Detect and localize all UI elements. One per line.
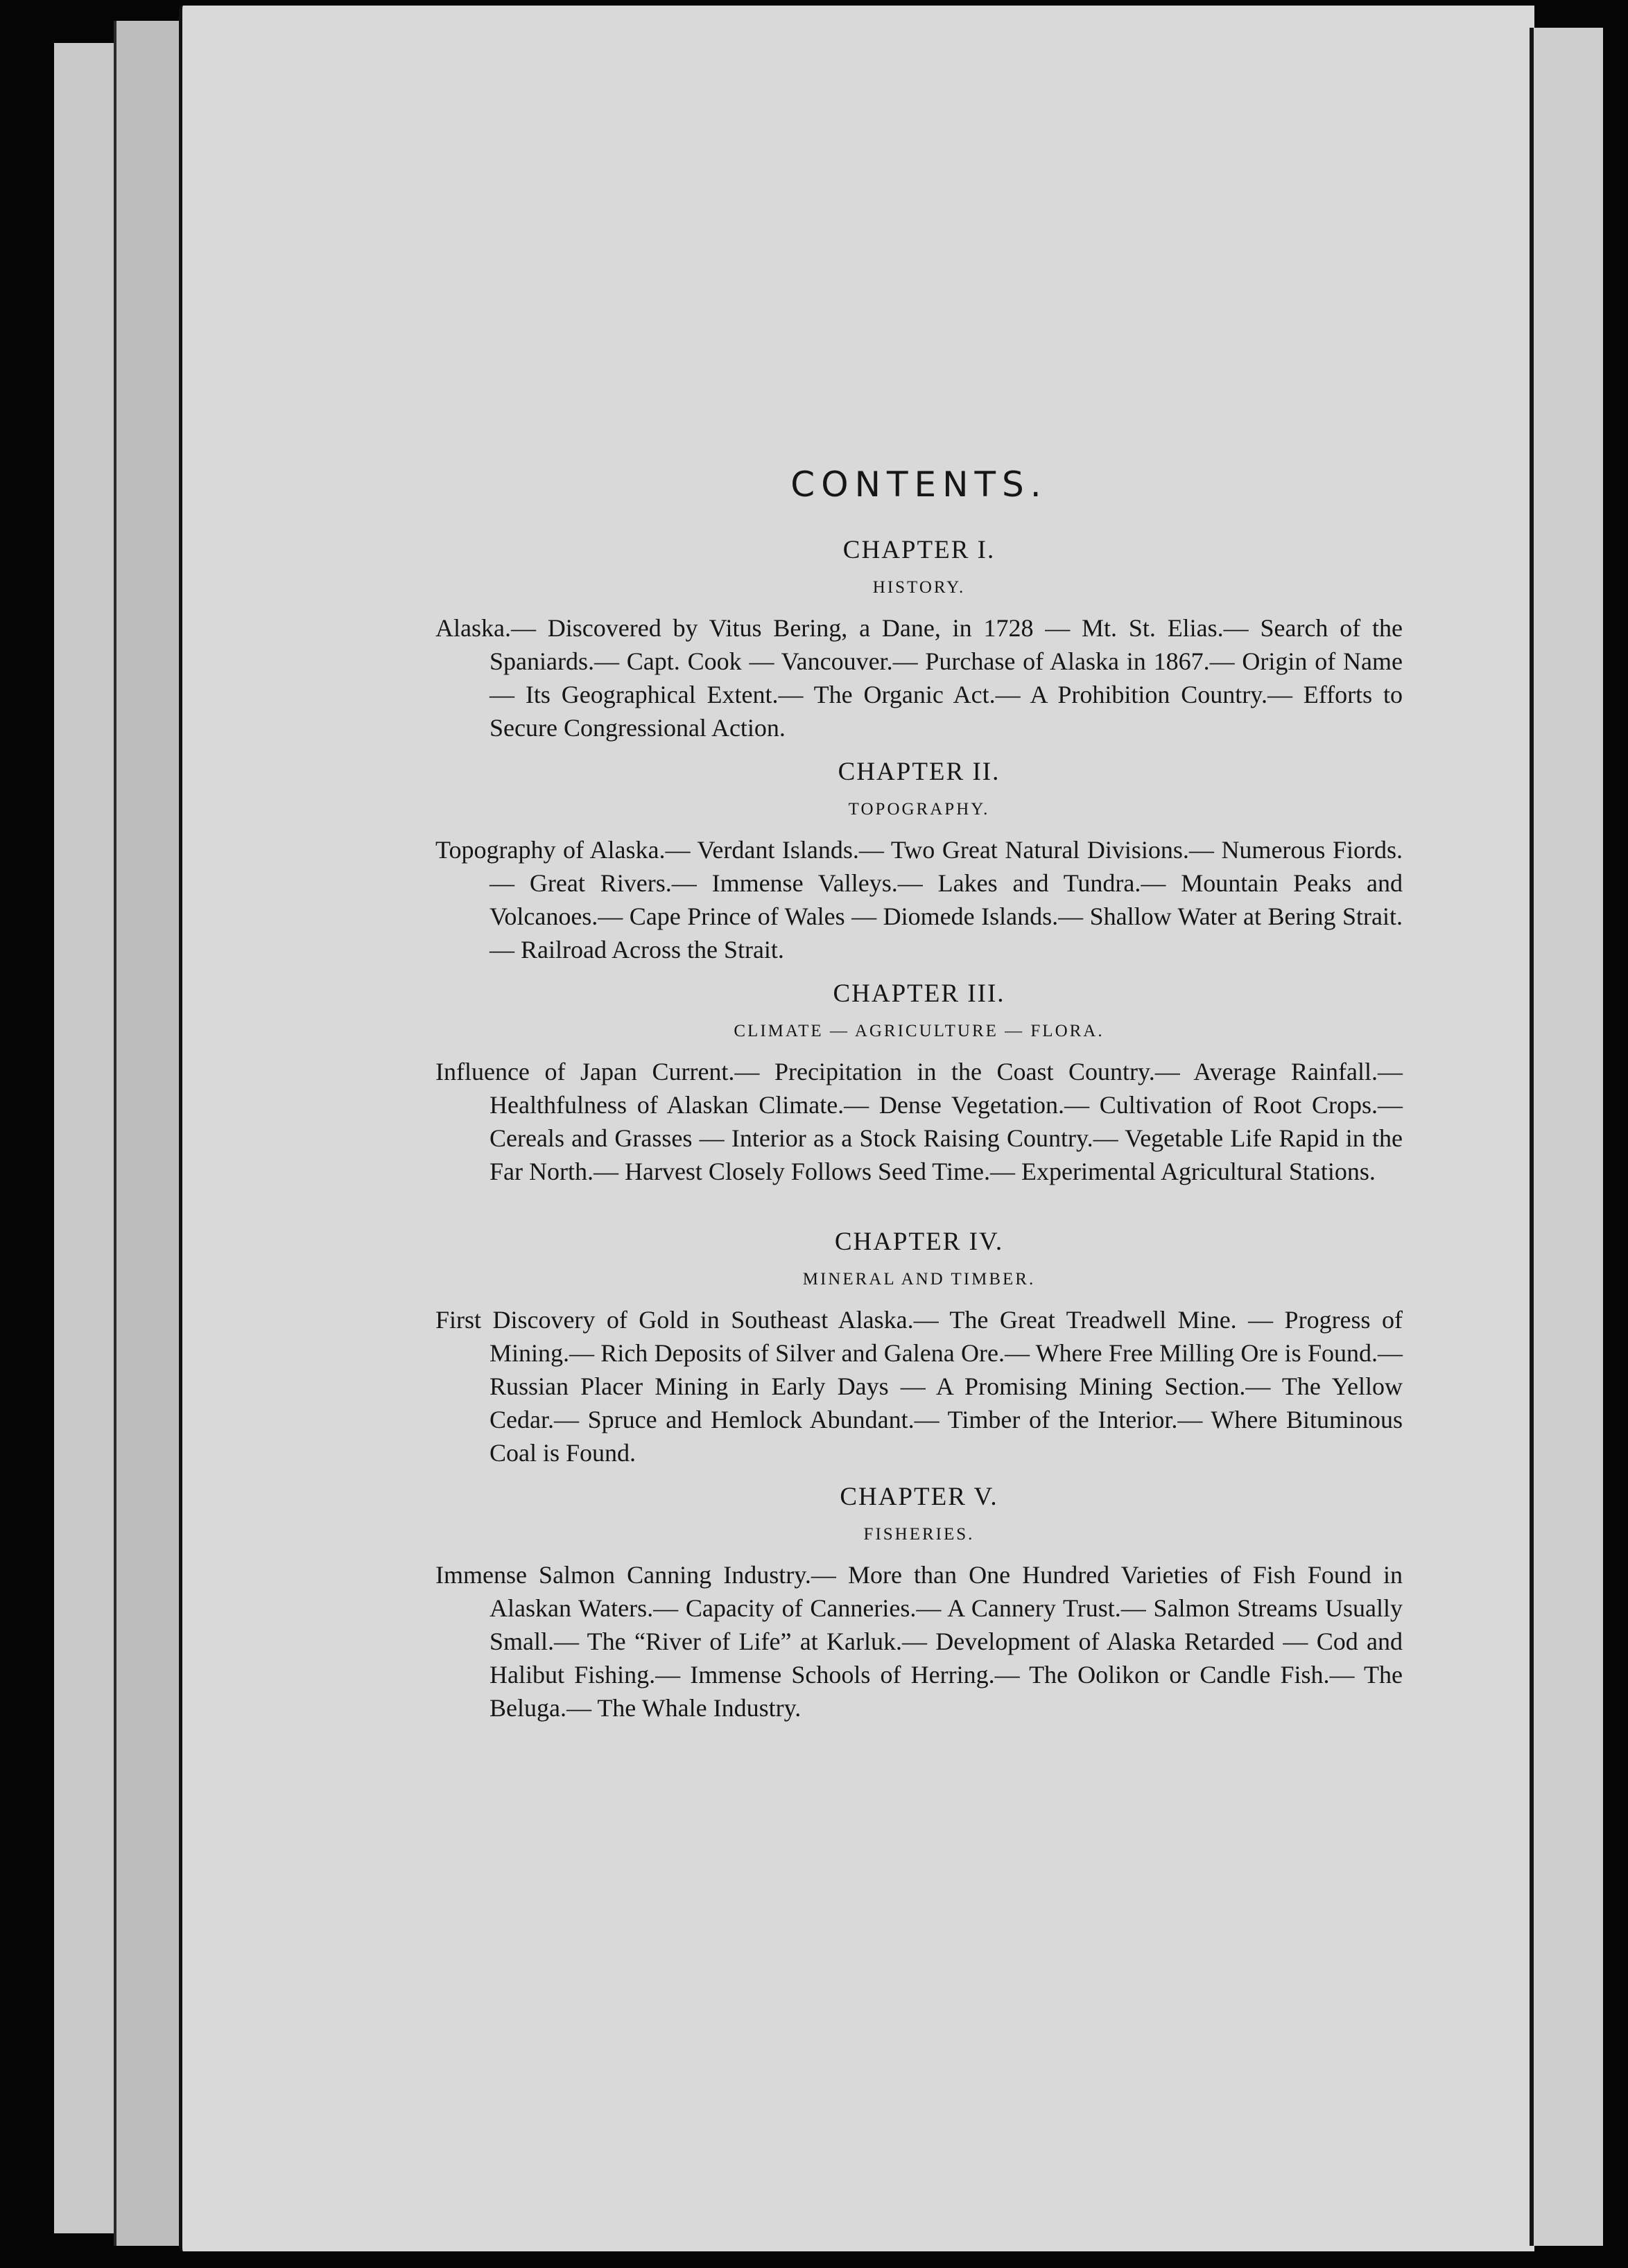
chapter-summary: Influence of Japan Current.— Precipitation in the Coast Country.— Average Rainfall.— Healthfulness of Alaskan Climate.— Dense Vegetation.— Cultivation of Root Crops.— Cereals and Grasses — Interior as a Stock Raising Country.— Vegetable Life Rapid in the Far North.— Harvest Closely Follows Seed Time.— Experimental Agricultural Stations.: [435, 1058, 1403, 1185]
chapter-subject: CLIMATE — AGRICULTURE — FLORA.: [734, 1022, 1105, 1040]
chapter-heading: CHAPTER II.: [838, 758, 1001, 786]
chapter-summary: Alaska.— Discovered by Vitus Bering, a Dane, in 1728 — Mt. St. Elias.— Search of the Spaniards.— Capt. Cook — Vancouver.— Purchase of Alaska in 1867.— Origin of Name — Its Geographical Extent.— The Organic Act.— A Prohibition Country.— Efforts to Secure Congressional Action.: [435, 614, 1403, 742]
chapter-1: [435, 532, 1403, 744]
contents-body: [435, 451, 1403, 1734]
chapter-heading: CHAPTER III.: [833, 979, 1005, 1008]
page-title: CONTENTS.: [790, 464, 1048, 505]
chapter-4: [435, 1224, 1403, 1469]
facing-page-edge: [1534, 28, 1603, 2246]
chapter-3: [435, 976, 1403, 1188]
chapter-2: [435, 754, 1403, 966]
chapter-heading: CHAPTER I.: [842, 536, 996, 564]
chapter-heading: CHAPTER V.: [840, 1483, 998, 1511]
chapter-summary: First Discovery of Gold in Southeast Alaska.— The Great Treadwell Mine. — Progress of Mining.— Rich Deposits of Silver and Galena Ore.— Where Free Milling Ore is Found.— Russian Placer Mining in Early Days — A Promising Mining Section.— The Yellow Cedar.— Spruce and Hemlock Abundant.— Timber of the Interior.— Where Bituminous Coal is Found.: [435, 1306, 1403, 1467]
chapter-5: [435, 1479, 1403, 1725]
chapter-subject: FISHERIES.: [863, 1525, 975, 1544]
chapter-heading: CHAPTER IV.: [834, 1228, 1004, 1256]
chapter-summary: Topography of Alaska.— Verdant Islands.— Two Great Natural Divisions.— Numerous Fiords.— Great Rivers.— Immense Valleys.— Lakes and Tundra.— Mountain Peaks and Volcanoes.— Cape Prince of Wales — Diomede Islands.— Shallow Water at Bering Strait.— Railroad Across the Strait.: [435, 836, 1403, 963]
chapter-subject: HISTORY.: [872, 578, 966, 597]
chapter-subject: MINERAL AND TIMBER.: [802, 1270, 1036, 1289]
chapter-subject: TOPOGRAPHY.: [848, 800, 990, 819]
chapter-summary: Immense Salmon Canning Industry.— More than One Hundred Varieties of Fish Found in Alaskan Waters.— Capacity of Canneries.— A Cannery Trust.— Salmon Streams Usually Small.— The “River of Life” at Karluk.— Development of Alaska Retarded — Cod and Halibut Fishing.— Immense Schools of Herring.— The Oolikon or Candle Fish.— The Beluga.— The Whale Industry.: [435, 1561, 1403, 1722]
